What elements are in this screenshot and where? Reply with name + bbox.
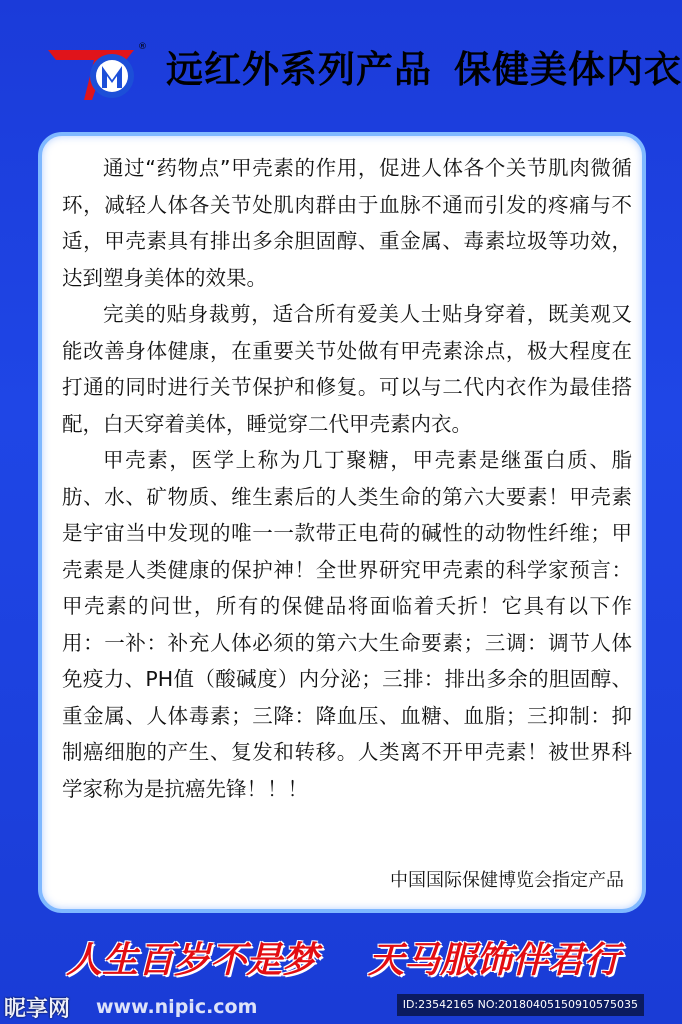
paragraph-chitosan: 甲壳素，医学上称为几丁聚糖，甲壳素是继蛋白质、脂肪、水、矿物质、维生素后的人类生命的第六大要素！甲壳素是宇宙当中发现的唯一一款带正电荷的碱性的动物性纤维；甲壳素是人类健康的保护神！全世界研究甲壳素的科学家预言：甲壳素的问世，所有的保健品将面临着夭折！它具有以下作用：一补：补充人体必须的第六大生命要素；三调：调节人体免疫力、PH值（酸碱度）内分泌；三排：排出多余的胆固醇、重金属、人体毒素；三降：降血压、血糖、血脂；三抑制：抑制癌细胞的产生、复发和转移。人类离不开甲壳素！被世界科学家称为是抗癌先锋！！！ — [62, 448, 632, 801]
slogan-part-2: 天马服饰伴君行 — [368, 939, 621, 981]
watermark-bar — [0, 988, 650, 1024]
slogan — [0, 934, 650, 986]
watermark-site-name: 昵享网 — [4, 997, 71, 1022]
page-title — [166, 40, 682, 100]
paragraph-effect: 通过“药物点”甲壳素的作用，促进人体各个关节肌肉微循环，减轻人体各关节处肌肉群由于血脉不通而引发的疼痛与不适，甲壳素具有排出多余胆固醇、重金属、毒素垃圾等功效，达到塑身美体的效果。 — [62, 156, 632, 290]
registered-mark: ® — [138, 42, 147, 52]
watermark-url: www.nipic.com — [96, 996, 258, 1018]
poster-header — [0, 0, 682, 130]
vm-brand-logo-icon — [48, 40, 146, 102]
paragraph-tailoring: 完美的贴身裁剪，适合所有爱美人士贴身穿着，既美观又能改善身体健康，在重要关节处做有甲壳素涂点，极大程度在打通的同时进行关节保护和修复。可以与二代内衣作为最佳搭配，白天穿着美体，睡觉穿二代甲壳素内衣。 — [62, 302, 632, 436]
title-product-name: 保健美体内衣 — [454, 48, 682, 91]
title-product-series: 远红外系列产品 — [166, 48, 432, 91]
body-text — [62, 150, 632, 807]
content-card — [38, 132, 646, 913]
watermark-id: ID:23542165 NO:20180405150910575035 — [397, 994, 644, 1016]
slogan-part-1: 人生百岁不是梦 — [66, 939, 319, 981]
designated-product-note: 中国国际保健博览会指定产品 — [390, 870, 624, 891]
